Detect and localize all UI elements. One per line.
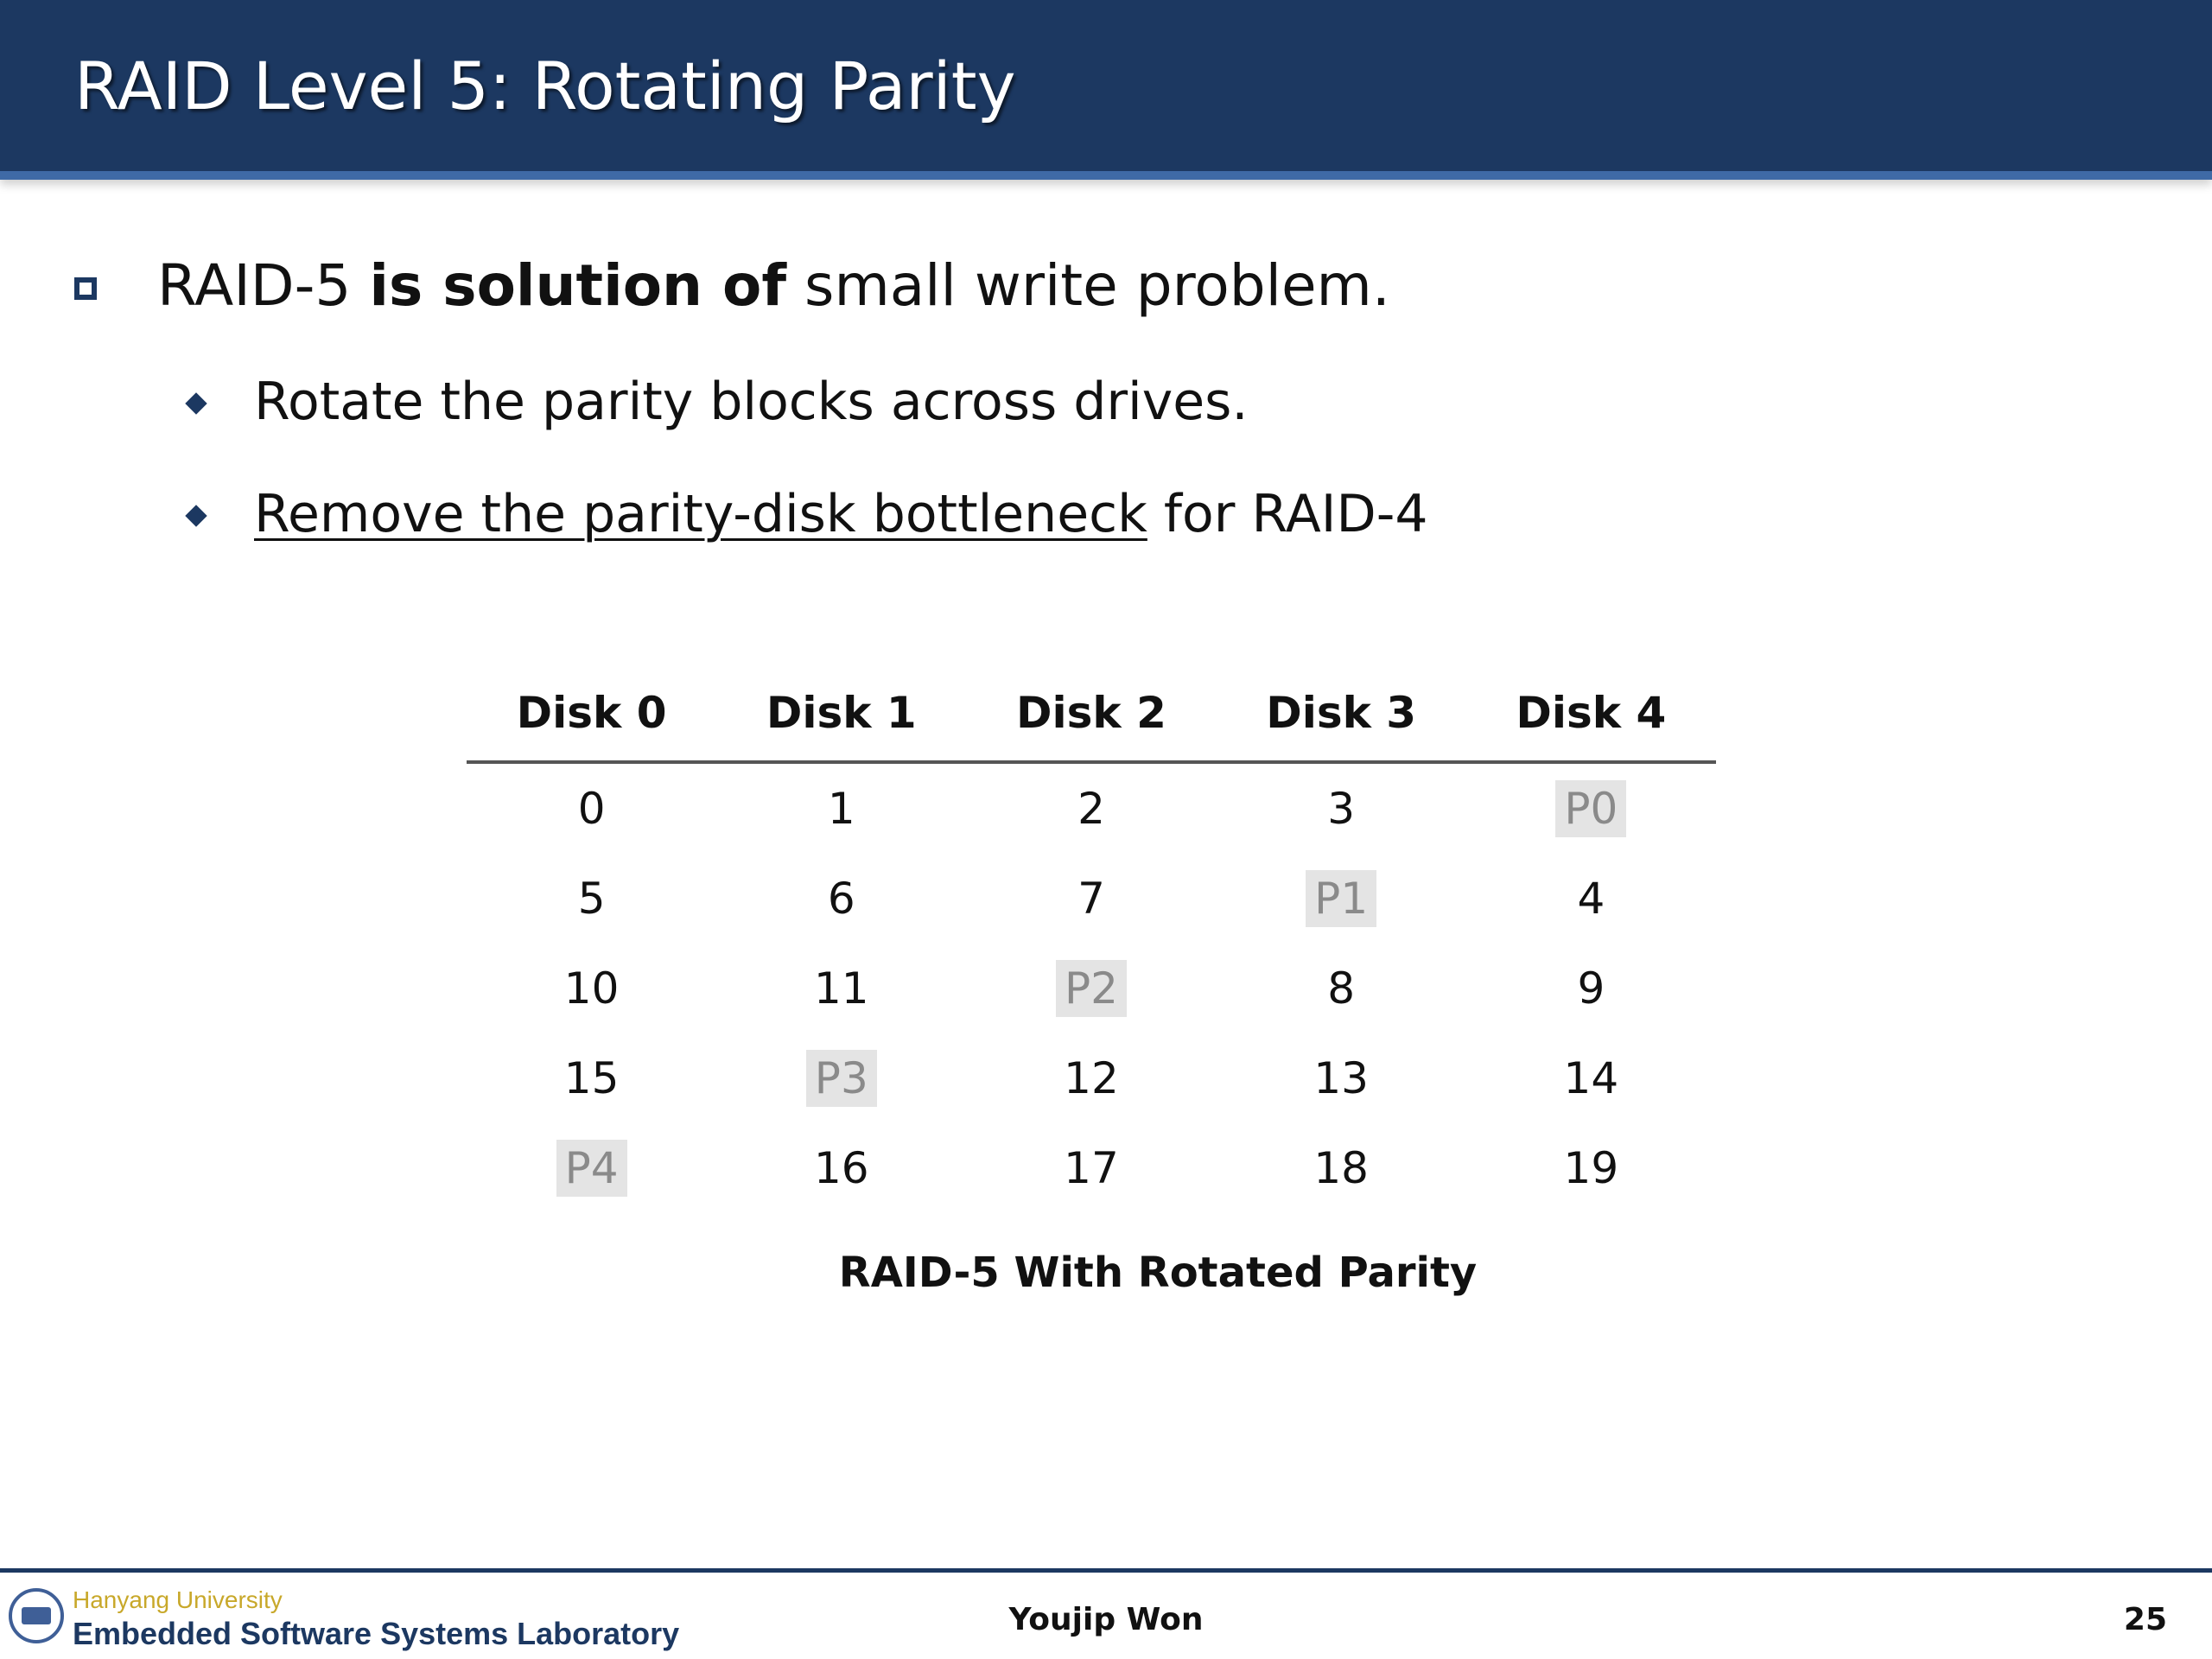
diamond-bullet-icon <box>185 505 207 526</box>
table-row <box>467 1033 1716 1123</box>
table-header-row <box>467 665 1716 764</box>
data-block: 9 <box>1577 963 1605 1014</box>
table-cell <box>1466 1053 1716 1103</box>
parity-block: P2 <box>1056 960 1127 1017</box>
table-header-cell: Disk 3 <box>1266 688 1417 738</box>
lab-name: Embedded Software Systems Laboratory <box>73 1616 680 1651</box>
diamond-bullet-icon <box>185 392 207 414</box>
table-cell <box>1217 1053 1466 1103</box>
slide-title: RAID Level 5: Rotating Parity <box>74 48 1016 124</box>
sub-bullet-bottleneck <box>188 480 1428 549</box>
title-bar <box>0 0 2212 180</box>
table-row <box>467 944 1716 1033</box>
table-cell <box>966 1053 1216 1103</box>
table-cell <box>467 784 716 834</box>
data-block: 7 <box>1077 874 1105 924</box>
university-name: Hanyang University <box>73 1586 283 1613</box>
table-cell <box>1217 963 1466 1014</box>
data-block: 16 <box>813 1143 869 1193</box>
table-cell <box>716 874 966 924</box>
footer-divider <box>0 1568 2212 1573</box>
parity-block: P0 <box>1555 780 1626 837</box>
table-header-cell: Disk 4 <box>1516 688 1667 738</box>
underlined-text: Remove the parity-disk bottleneck <box>254 484 1147 544</box>
data-block: 5 <box>577 874 606 924</box>
table-cell <box>966 784 1216 834</box>
table-cell <box>467 1140 716 1197</box>
sub-bullet-text: Rotate the parity blocks across drives. <box>254 372 1249 432</box>
parity-block: P3 <box>806 1050 877 1107</box>
table-row <box>467 1123 1716 1213</box>
data-block: 8 <box>1327 963 1356 1014</box>
table-cell <box>716 1143 966 1193</box>
main-bullet-text <box>157 252 1390 319</box>
sub-bullet-suffix: for RAID-4 <box>1147 484 1428 544</box>
sub-bullet-rotate <box>188 367 1248 436</box>
square-bullet-icon <box>74 277 97 300</box>
table-cell <box>966 960 1216 1017</box>
table-cell <box>966 1143 1216 1193</box>
table-cell <box>1466 874 1716 924</box>
main-bullet-suffix: small write problem. <box>786 251 1390 319</box>
university-seal-icon <box>9 1588 64 1643</box>
table-cell <box>1217 784 1466 834</box>
data-block: 3 <box>1327 784 1356 834</box>
main-bullet-prefix: RAID-5 <box>157 251 370 319</box>
table-cell <box>716 784 966 834</box>
data-block: 13 <box>1313 1053 1369 1103</box>
table-cell <box>716 1050 966 1107</box>
table-cell <box>1466 963 1716 1014</box>
data-block: 14 <box>1563 1053 1619 1103</box>
data-block: 11 <box>813 963 869 1014</box>
table-row <box>467 764 1716 854</box>
table-caption: RAID-5 With Rotated Parity <box>838 1249 1478 1297</box>
table-cell <box>966 874 1216 924</box>
main-bullet-bold: is solution of <box>369 251 787 319</box>
sub-bullet-text <box>254 484 1428 544</box>
table-header-cell: Disk 1 <box>766 688 917 738</box>
data-block: 2 <box>1077 784 1105 834</box>
table-cell <box>1466 780 1716 837</box>
author-name: Youjip Won <box>1008 1602 1204 1637</box>
table-cell <box>716 963 966 1014</box>
data-block: 10 <box>563 963 620 1014</box>
table-cell <box>467 963 716 1014</box>
data-block: 17 <box>1064 1143 1119 1193</box>
data-block: 6 <box>827 874 855 924</box>
data-block: 15 <box>563 1053 620 1103</box>
raid5-table <box>467 665 1716 1213</box>
main-bullet <box>74 246 1390 324</box>
table-cell <box>1466 1143 1716 1193</box>
data-block: 19 <box>1563 1143 1619 1193</box>
table-body <box>467 764 1716 1213</box>
table-cell <box>1217 1143 1466 1193</box>
table-cell <box>1217 870 1466 927</box>
data-block: 0 <box>577 784 606 834</box>
parity-block: P4 <box>556 1140 627 1197</box>
data-block: 18 <box>1313 1143 1369 1193</box>
parity-block: P1 <box>1306 870 1376 927</box>
data-block: 1 <box>827 784 855 834</box>
page-number: 25 <box>2123 1602 2167 1637</box>
table-header-cell: Disk 2 <box>1016 688 1166 738</box>
table-cell <box>467 874 716 924</box>
data-block: 12 <box>1064 1053 1119 1103</box>
table-row <box>467 854 1716 944</box>
table-header-cell: Disk 0 <box>516 688 667 738</box>
data-block: 4 <box>1577 874 1605 924</box>
table-cell <box>467 1053 716 1103</box>
